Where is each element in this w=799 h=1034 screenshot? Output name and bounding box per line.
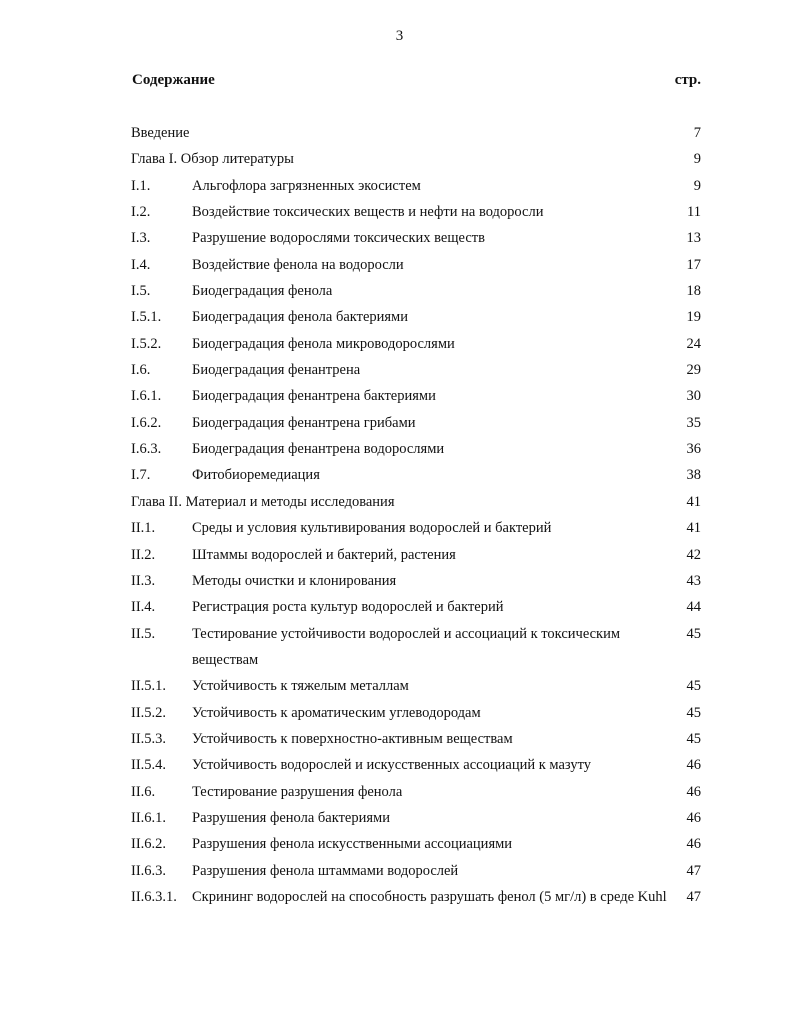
toc-entry (131, 779, 701, 805)
toc-entry-title: Методы очистки и клонирования (192, 572, 397, 589)
toc-entry-page: 46 (686, 783, 701, 800)
toc-title: Содержание (132, 72, 215, 88)
toc-entry (131, 515, 701, 541)
toc-entry-page: 36 (686, 441, 701, 458)
toc-entry-number: II.1. (131, 520, 156, 537)
toc-entry-title: Биодеградация фенантрена (192, 362, 361, 379)
toc-entry (131, 621, 701, 674)
toc-entry-title: Биодеградация фенола (192, 283, 333, 300)
toc-entry-page: 41 (686, 493, 701, 510)
toc-entry-title: Регистрация роста культур водорослей и бактерий (192, 599, 504, 616)
toc-entry (131, 173, 701, 199)
toc-entry-title: Устойчивость водорослей и искусственных ассоциаций к мазуту (192, 757, 591, 774)
toc-entry-page: 11 (687, 204, 701, 221)
toc-entry (131, 199, 701, 225)
toc-entry (131, 489, 701, 515)
toc-entry-number: I.5.2. (131, 335, 162, 352)
toc-entry (131, 858, 701, 884)
toc-entry-number: I.4. (131, 256, 151, 273)
toc-entry-page: 13 (686, 230, 701, 247)
page-number: 3 (395, 28, 404, 44)
toc-entry-number: II.2. (131, 546, 156, 563)
toc-entry-title: Тестирование устойчивости водорослей и ассоциаций к токсическим веществам (192, 625, 621, 668)
toc-entry-page: 47 (686, 888, 701, 905)
toc-entry-page: 47 (686, 862, 701, 879)
toc-entry (131, 357, 701, 383)
toc-entry-title: Введение (131, 125, 190, 141)
toc-entry-page: 19 (686, 309, 701, 326)
toc-entry-number: II.5.3. (131, 730, 167, 747)
toc-entry (131, 726, 701, 752)
toc-entry-page: 45 (686, 678, 701, 695)
toc-entry (131, 752, 701, 778)
toc-entry-title: Фитобиоремедиация (192, 467, 320, 484)
toc-entry-title: Устойчивость к поверхностно-активным веществам (192, 730, 513, 747)
toc-entry-page: 41 (686, 520, 701, 537)
toc-entry-number: II.4. (131, 599, 156, 616)
toc-entry (131, 462, 701, 488)
toc-entry-number: II.6.2. (131, 836, 167, 853)
toc-entry (131, 436, 701, 462)
toc-entry (131, 673, 701, 699)
toc-entry-page: 45 (686, 704, 701, 721)
toc-entry-page: 46 (686, 836, 701, 853)
toc-entry (131, 594, 701, 620)
toc-entry (131, 700, 701, 726)
toc-entry-page: 17 (686, 256, 701, 273)
toc-entry-number: I.7. (131, 467, 151, 484)
toc-entry-page: 24 (686, 335, 701, 352)
toc-entry-page: 9 (693, 177, 701, 194)
toc-entry-page: 43 (686, 572, 701, 589)
toc-entry-number: II.6. (131, 783, 156, 800)
toc-entry-page: 29 (686, 362, 701, 379)
toc-entry-title: Среды и условия культивирования водорослей и бактерий (192, 520, 552, 537)
toc-entry-title: Биодеградация фенола микроводорослями (192, 335, 455, 352)
toc-entry-number: I.6.2. (131, 414, 162, 431)
toc-entry-number: I.6. (131, 362, 151, 379)
toc-entry-number: II.5.1. (131, 678, 167, 695)
toc-entry (131, 278, 701, 304)
toc-entry-title: Биодеградация фенола бактериями (192, 309, 408, 326)
toc-entry-page: 7 (693, 125, 701, 141)
toc-entry (131, 831, 701, 857)
toc-entry (131, 225, 701, 251)
toc-entry (131, 252, 701, 278)
toc-entry-title: Биодеградация фенантрена грибами (192, 414, 416, 431)
toc-entry-number: I.3. (131, 230, 151, 247)
toc-entry-title: Штаммы водорослей и бактерий, растения (192, 546, 456, 563)
toc-entry-number: II.5.4. (131, 757, 167, 774)
toc-entry-page: 45 (686, 730, 701, 747)
toc-entry (131, 120, 701, 146)
toc-entry-page: 9 (693, 151, 701, 168)
toc-entry-page: 18 (686, 283, 701, 300)
toc-entry (131, 304, 701, 330)
toc-entry-page: 38 (686, 467, 701, 484)
toc-entry-page: 44 (686, 599, 701, 616)
toc-entry-page: 30 (686, 388, 701, 405)
toc-entry-page: 42 (686, 546, 701, 563)
toc-entry-number: I.5. (131, 283, 151, 300)
toc-entry (131, 410, 701, 436)
toc-entry (131, 542, 701, 568)
toc-entry (131, 568, 701, 594)
toc-entry-page: 35 (686, 414, 701, 431)
toc-entry-number: I.6.1. (131, 388, 162, 405)
toc-entry-page: 46 (686, 757, 701, 774)
toc-entry (131, 805, 701, 831)
toc-entry-number: I.5.1. (131, 309, 162, 326)
toc-entry (131, 331, 701, 357)
toc-entry-title: Устойчивость к ароматическим углеводородам (192, 704, 481, 721)
toc-entry-title: Глава II. Материал и методы исследования (131, 493, 395, 510)
toc-entry-title: Глава I. Обзор литературы (131, 151, 294, 168)
toc-entry-title: Устойчивость к тяжелым металлам (192, 678, 409, 695)
toc-entry-page: 45 (686, 625, 701, 642)
toc-entry-number: I.1. (131, 177, 151, 194)
toc-entry-title: Воздействие токсических веществ и нефти на водоросли (192, 204, 544, 221)
toc-entry-title: Биодеградация фенантрена бактериями (192, 388, 436, 405)
toc-entry-title: Альгофлора загрязненных экосистем (192, 177, 421, 194)
toc-entry-title: Разрушения фенола бактериями (192, 809, 390, 826)
toc-entry (131, 383, 701, 409)
toc-entry-title: Разрушения фенола штаммами водорослей (192, 862, 459, 879)
toc-entry-number: II.5.2. (131, 704, 167, 721)
toc-entry-title: Разрушения фенола искусственными ассоциациями (192, 836, 513, 853)
toc-page-label: стр. (674, 72, 701, 88)
toc-entry-title: Воздействие фенола на водоросли (192, 256, 404, 273)
table-of-contents (131, 120, 701, 910)
toc-entry-title: Биодеградация фенантрена водорослями (192, 441, 445, 458)
toc-entry-number: II.6.3.1. (131, 888, 177, 905)
toc-entry-title: Скрининг водорослей на способность разрушать фенол (5 мг/л) в среде Kuhl (192, 888, 667, 905)
toc-entry-title: Тестирование разрушения фенола (192, 783, 403, 800)
toc-entry (131, 884, 701, 910)
toc-entry-number: II.6.3. (131, 862, 167, 879)
toc-entry-number: I.2. (131, 204, 151, 221)
toc-entry-title: Разрушение водорослями токсических веществ (192, 230, 485, 247)
toc-entry (131, 146, 701, 172)
toc-entry-number: I.6.3. (131, 441, 162, 458)
toc-entry-number: II.6.1. (131, 809, 167, 826)
toc-entry-number: II.3. (131, 572, 156, 589)
toc-entry-page: 46 (686, 809, 701, 826)
toc-entry-number: II.5. (131, 625, 156, 642)
